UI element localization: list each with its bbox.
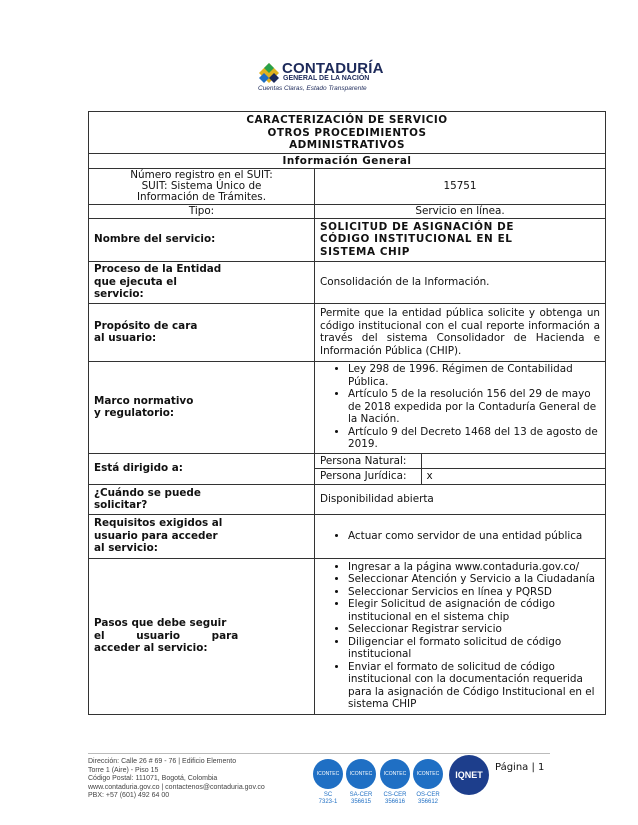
general-info-heading: Información General xyxy=(89,153,606,169)
requisitos-list xyxy=(320,530,600,543)
general-info-row xyxy=(89,153,606,169)
dirigido-options xyxy=(315,454,605,484)
cuando-value: Disponibilidad abierta xyxy=(315,484,606,514)
requisitos-item: • Actuar como servidor de una entidad pública xyxy=(348,530,600,543)
proceso-value: Consolidación de la Información. xyxy=(315,261,606,303)
pasos-label-line1: Pasos que debe seguir xyxy=(94,617,227,630)
cuando-label-line2: solicitar? xyxy=(94,499,148,511)
suit-label-line1: Número registro en el SUIT: xyxy=(130,169,273,181)
footer-line: www.contaduria.gov.co | contactenos@contaduria.gov.co xyxy=(88,783,265,791)
cert-code: SA-CER xyxy=(349,792,373,798)
nombre-value-line2: CÓDIGO INSTITUCIONAL EN EL xyxy=(320,233,513,246)
pasos-row xyxy=(89,558,606,714)
cert-code: SC xyxy=(323,792,333,798)
requisitos-row xyxy=(89,514,606,558)
certification-badge xyxy=(346,759,376,805)
logo-slogan: Cuentas Claras, Estado Transparente xyxy=(258,85,367,92)
persona-natural-value xyxy=(421,454,605,469)
icontec-seal-icon: ICONTEC xyxy=(313,759,343,789)
proposito-label-line1: Propósito de cara xyxy=(94,319,198,332)
marco-item: • Ley 298 de 1996. Régimen de Contabilidad Pública. xyxy=(348,363,600,388)
proposito-label-line2: al usuario: xyxy=(94,332,157,344)
proceso-label-line3: servicio: xyxy=(94,288,144,301)
pasos-item: • Ingresar a la página www.contaduria.gov.co/ xyxy=(348,561,600,574)
cuando-label-line1: ¿Cuándo se puede xyxy=(94,486,201,499)
dirigido-label: Está dirigido a: xyxy=(89,453,315,484)
requisitos-label-line1: Requisitos exigidos al xyxy=(94,517,223,530)
doc-title-line1: CARACTERIZACIÓN DE SERVICIO xyxy=(246,114,448,126)
page-number: Página | 1 xyxy=(495,762,545,773)
suit-row xyxy=(89,169,606,205)
suit-label-line3: Información de Trámites. xyxy=(136,191,267,203)
marco-list xyxy=(320,363,600,451)
icontec-seal-icon: ICONTEC xyxy=(380,759,410,789)
cert-code: CS-CER xyxy=(383,792,407,798)
proceso-label-line1: Proceso de la Entidad xyxy=(94,263,222,276)
proposito-value: Permite que la entidad pública solicite y obtenga un código institucional con el cual reporte información a través del sistema Consolidador de Hacienda e Información Pública (CHIP). xyxy=(315,303,606,361)
icontec-seal-icon: ICONTEC xyxy=(413,759,443,789)
nombre-row xyxy=(89,218,606,261)
requisitos-label-line2: usuario para acceder xyxy=(94,529,218,542)
pasos-list xyxy=(320,561,600,711)
contaduria-logo-icon xyxy=(258,62,280,84)
nombre-value-line1: SOLICITUD DE ASIGNACIÓN DE xyxy=(320,220,515,233)
footer-line: PBX: +57 (601) 492 64 00 xyxy=(88,792,170,800)
doc-title-line2: OTROS PROCEDIMIENTOS xyxy=(267,126,427,139)
suit-number: 15751 xyxy=(315,169,606,205)
tipo-label: Tipo: xyxy=(89,205,315,219)
dirigido-row xyxy=(89,453,606,484)
persona-juridica-label: Persona Jurídica: xyxy=(315,469,421,484)
suit-label-line2: SUIT: Sistema Único de xyxy=(141,180,262,192)
footer-divider xyxy=(88,753,550,754)
doc-title-line3: ADMINISTRATIVOS xyxy=(289,139,405,151)
cert-number: 356612 xyxy=(417,798,439,805)
pasos-label-line3: acceder al servicio: xyxy=(94,642,208,655)
marco-item: • Artículo 9 del Decreto 1468 del 13 de agosto de 2019. xyxy=(348,426,600,451)
pasos-item: • Seleccionar Registrar servicio xyxy=(348,623,600,636)
pasos-item: • Enviar el formato de solicitud de código institucional con la documentación requerida para la asignación de Código Institucional en el sistema CHIP xyxy=(348,661,600,711)
requisitos-label-line3: al servicio: xyxy=(94,542,158,555)
marco-item: • Artículo 5 de la resolución 156 del 29 de mayo de 2018 expedida por la Contaduría General de la Nación. xyxy=(348,388,600,426)
icontec-seal-icon: ICONTEC xyxy=(346,759,376,789)
cert-number: 356616 xyxy=(384,798,406,805)
service-characterization-table xyxy=(88,111,606,715)
certification-badge xyxy=(313,759,343,805)
footer-line: Torre 1 (Aire) - Piso 15 xyxy=(88,766,159,774)
proceso-label-line2: que ejecuta el xyxy=(94,275,177,288)
logo-subtitle: GENERAL DE LA NACIÓN xyxy=(283,75,370,82)
pasos-item: • Seleccionar Servicios en línea y PQRSD xyxy=(348,586,600,599)
marco-row xyxy=(89,361,606,453)
cert-number: 7323-1 xyxy=(318,798,338,805)
marco-label-line2: y regulatorio: xyxy=(94,407,175,419)
proposito-row xyxy=(89,303,606,361)
iqnet-seal-icon: IQNET xyxy=(449,755,489,795)
nombre-label: Nombre del servicio: xyxy=(89,218,315,261)
logo-name: CONTADURÍA xyxy=(282,60,384,77)
pasos-item: • Elegir Solicitud de asignación de código institucional en el sistema chip xyxy=(348,598,600,623)
persona-natural-label: Persona Natural: xyxy=(315,454,421,469)
pasos-item: • Seleccionar Atención y Servicio a la Ciudadanía xyxy=(348,573,600,586)
footer-line: Código Postal: 111071, Bogotá, Colombia xyxy=(88,775,218,783)
footer-line: Dirección: Calle 26 # 69 - 76 | Edificio Elemento xyxy=(88,758,237,765)
tipo-value: Servicio en línea. xyxy=(315,205,606,219)
cert-code: OS-CER xyxy=(416,792,440,798)
marco-label-line1: Marco normativo xyxy=(94,394,194,407)
cert-number: 356615 xyxy=(350,798,372,805)
persona-juridica-value: x xyxy=(421,469,605,484)
cuando-row xyxy=(89,484,606,514)
certification-badge xyxy=(380,759,410,805)
proceso-row xyxy=(89,261,606,303)
certification-badge xyxy=(413,759,443,805)
footer-address xyxy=(88,758,265,801)
tipo-row xyxy=(89,205,606,219)
contaduria-logo xyxy=(258,60,388,96)
header-row xyxy=(89,112,606,154)
nombre-value-line3: SISTEMA CHIP xyxy=(320,245,411,258)
pasos-item: • Diligenciar el formato solicitud de código institucional xyxy=(348,636,600,661)
pasos-label-line2: el usuario para xyxy=(94,629,239,642)
